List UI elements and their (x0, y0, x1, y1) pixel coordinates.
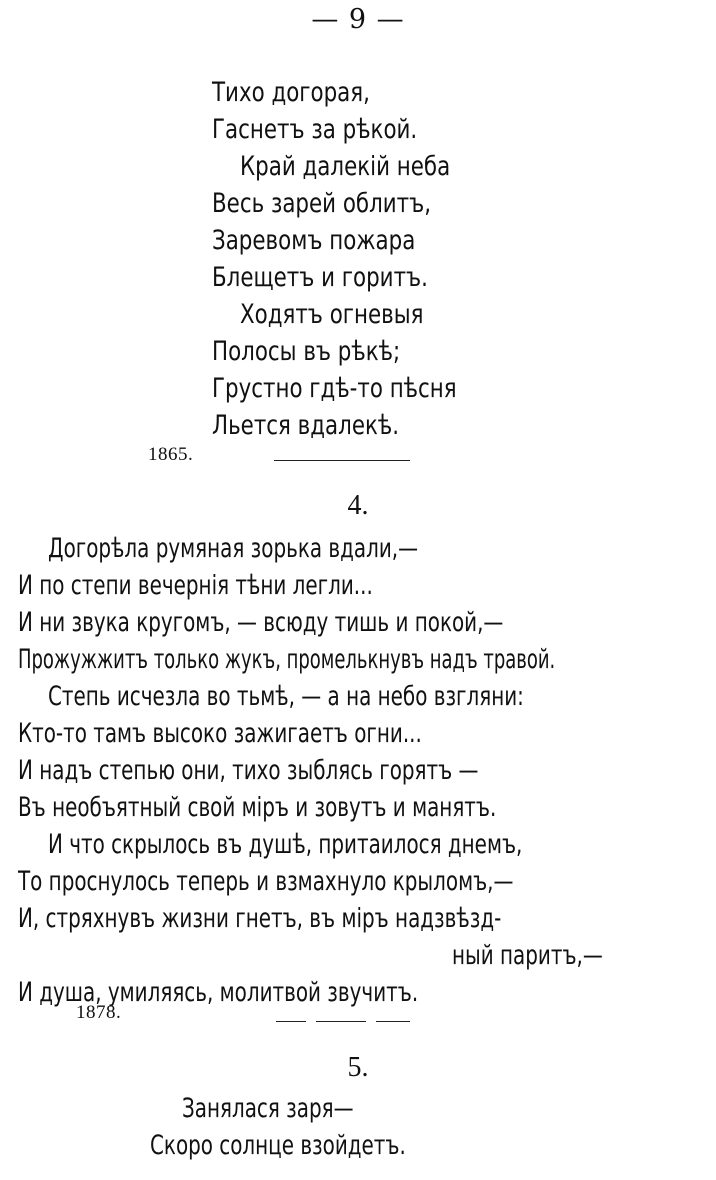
verse-line: И что скрылось въ душѣ, притаилося днемъ, (48, 829, 523, 860)
poem-number: 5. (347, 1052, 369, 1083)
verse-line: Догорѣла румяная зорька вдали,— (48, 533, 419, 564)
poem-number: 4. (347, 490, 369, 521)
verse-line: Занялася заря— (182, 1093, 354, 1124)
section-divider (316, 1021, 366, 1022)
verse-line: Край далекій неба (240, 151, 451, 182)
verse-line: И надъ степью они, тихо зыблясь горятъ — (18, 755, 479, 786)
verse-line: Кто-то тамъ высоко зажигаетъ огни... (18, 718, 422, 749)
verse-line: Въ необъятный свой міръ и зовутъ и манятъ. (18, 792, 497, 823)
verse-line: То проснулось теперь и взмахнуло крыломъ,— (18, 866, 514, 897)
verse-line: И ни звука кругомъ, — всюду тишь и покой,— (18, 607, 504, 638)
section-divider (274, 460, 410, 461)
poem-year: 1865. (148, 444, 194, 465)
verse-line: Скоро солнце взойдетъ. (150, 1130, 406, 1161)
verse-line: Весь зарей облитъ, (212, 188, 431, 219)
verse-line: Тихо догорая, (212, 77, 370, 108)
verse-line: Льется вдалекѣ. (212, 410, 400, 441)
verse-line: Заревомъ пожара (212, 225, 416, 256)
section-divider (276, 1021, 306, 1022)
verse-line: Грустно гдѣ-то пѣсня (212, 373, 457, 404)
verse-line: Прожужжитъ только жукъ, промелькнувъ надъ травой. (18, 644, 556, 675)
poem-year: 1878. (76, 1002, 122, 1023)
verse-line: ный паритъ,— (452, 940, 603, 971)
page-number: — 9 — (311, 4, 405, 35)
verse-line: Полосы въ рѣкѣ; (212, 336, 401, 367)
verse-line: И, стряхнувъ жизни гнетъ, въ міръ надзвѣзд- (18, 903, 502, 934)
verse-line: И по степи вечернія тѣни легли... (18, 570, 373, 601)
verse-line: Ходятъ огневыя (240, 299, 424, 330)
verse-line: Блещетъ и горитъ. (212, 262, 428, 293)
verse-line: Гаснетъ за рѣкой. (212, 114, 418, 145)
verse-line: Степь исчезла во тьмѣ, — а на небо взгляни: (48, 681, 524, 712)
section-divider (376, 1021, 410, 1022)
verse-line: И душа, умиляясь, молитвой звучитъ. (18, 977, 419, 1008)
